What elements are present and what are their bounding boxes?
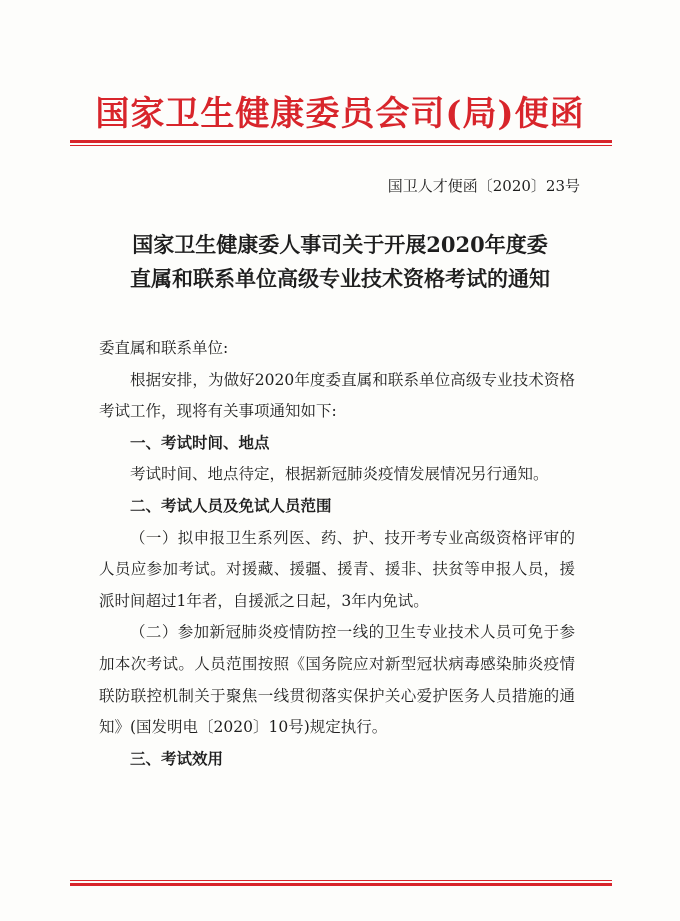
section-heading-3: 三、考试效用	[130, 749, 224, 768]
title-line-1: 国家卫生健康委人事司关于开展2020年度委	[132, 232, 548, 257]
intro-paragraph: 根据安排，为做好2020年度委直属和联系单位高级专业技术资格考试工作，现将有关事项通知如下:	[99, 370, 575, 421]
salutation: 委直属和联系单位:	[99, 339, 229, 357]
footer-rule-thick	[70, 883, 612, 886]
section-1-paragraph: 考试时间、地点待定，根据新冠肺炎疫情发展情况另行通知。	[130, 465, 549, 484]
title-line-2: 直属和联系单位高级专业技术资格考试的通知	[130, 266, 550, 291]
section-2-item-1: （一）拟申报卫生系列医、药、护、技开考专业高级资格评审的人员应参加考试。对援藏、援疆、援青、援非、扶贫等申报人员，援派时间超过1年者，自援派之日起，3年内免试。	[99, 528, 575, 610]
section-2-item-2: （二）参加新冠肺炎疫情防控一线的卫生专业技术人员可免于参加本次考试。人员范围按照《国务院应对新型冠状病毒感染肺炎疫情联防联控机制关于聚焦一线贯彻落实保护关心爱护医务人员措施的通知》(国发明电〔2020〕10号)规定执行。	[99, 623, 575, 737]
footer-rule-thin	[70, 880, 612, 881]
letterhead-rule-thick	[70, 140, 612, 143]
letterhead-title: 国家卫生健康委员会司(局)便函	[95, 94, 585, 134]
section-heading-1: 一、考试时间、地点	[130, 433, 270, 452]
letterhead-rule-thin	[70, 145, 612, 146]
document-number: 国卫人才便函〔2020〕23号	[387, 177, 580, 195]
document-title	[60, 228, 620, 296]
section-heading-2: 二、考试人员及免试人员范围	[130, 496, 332, 515]
document-body	[99, 333, 575, 775]
